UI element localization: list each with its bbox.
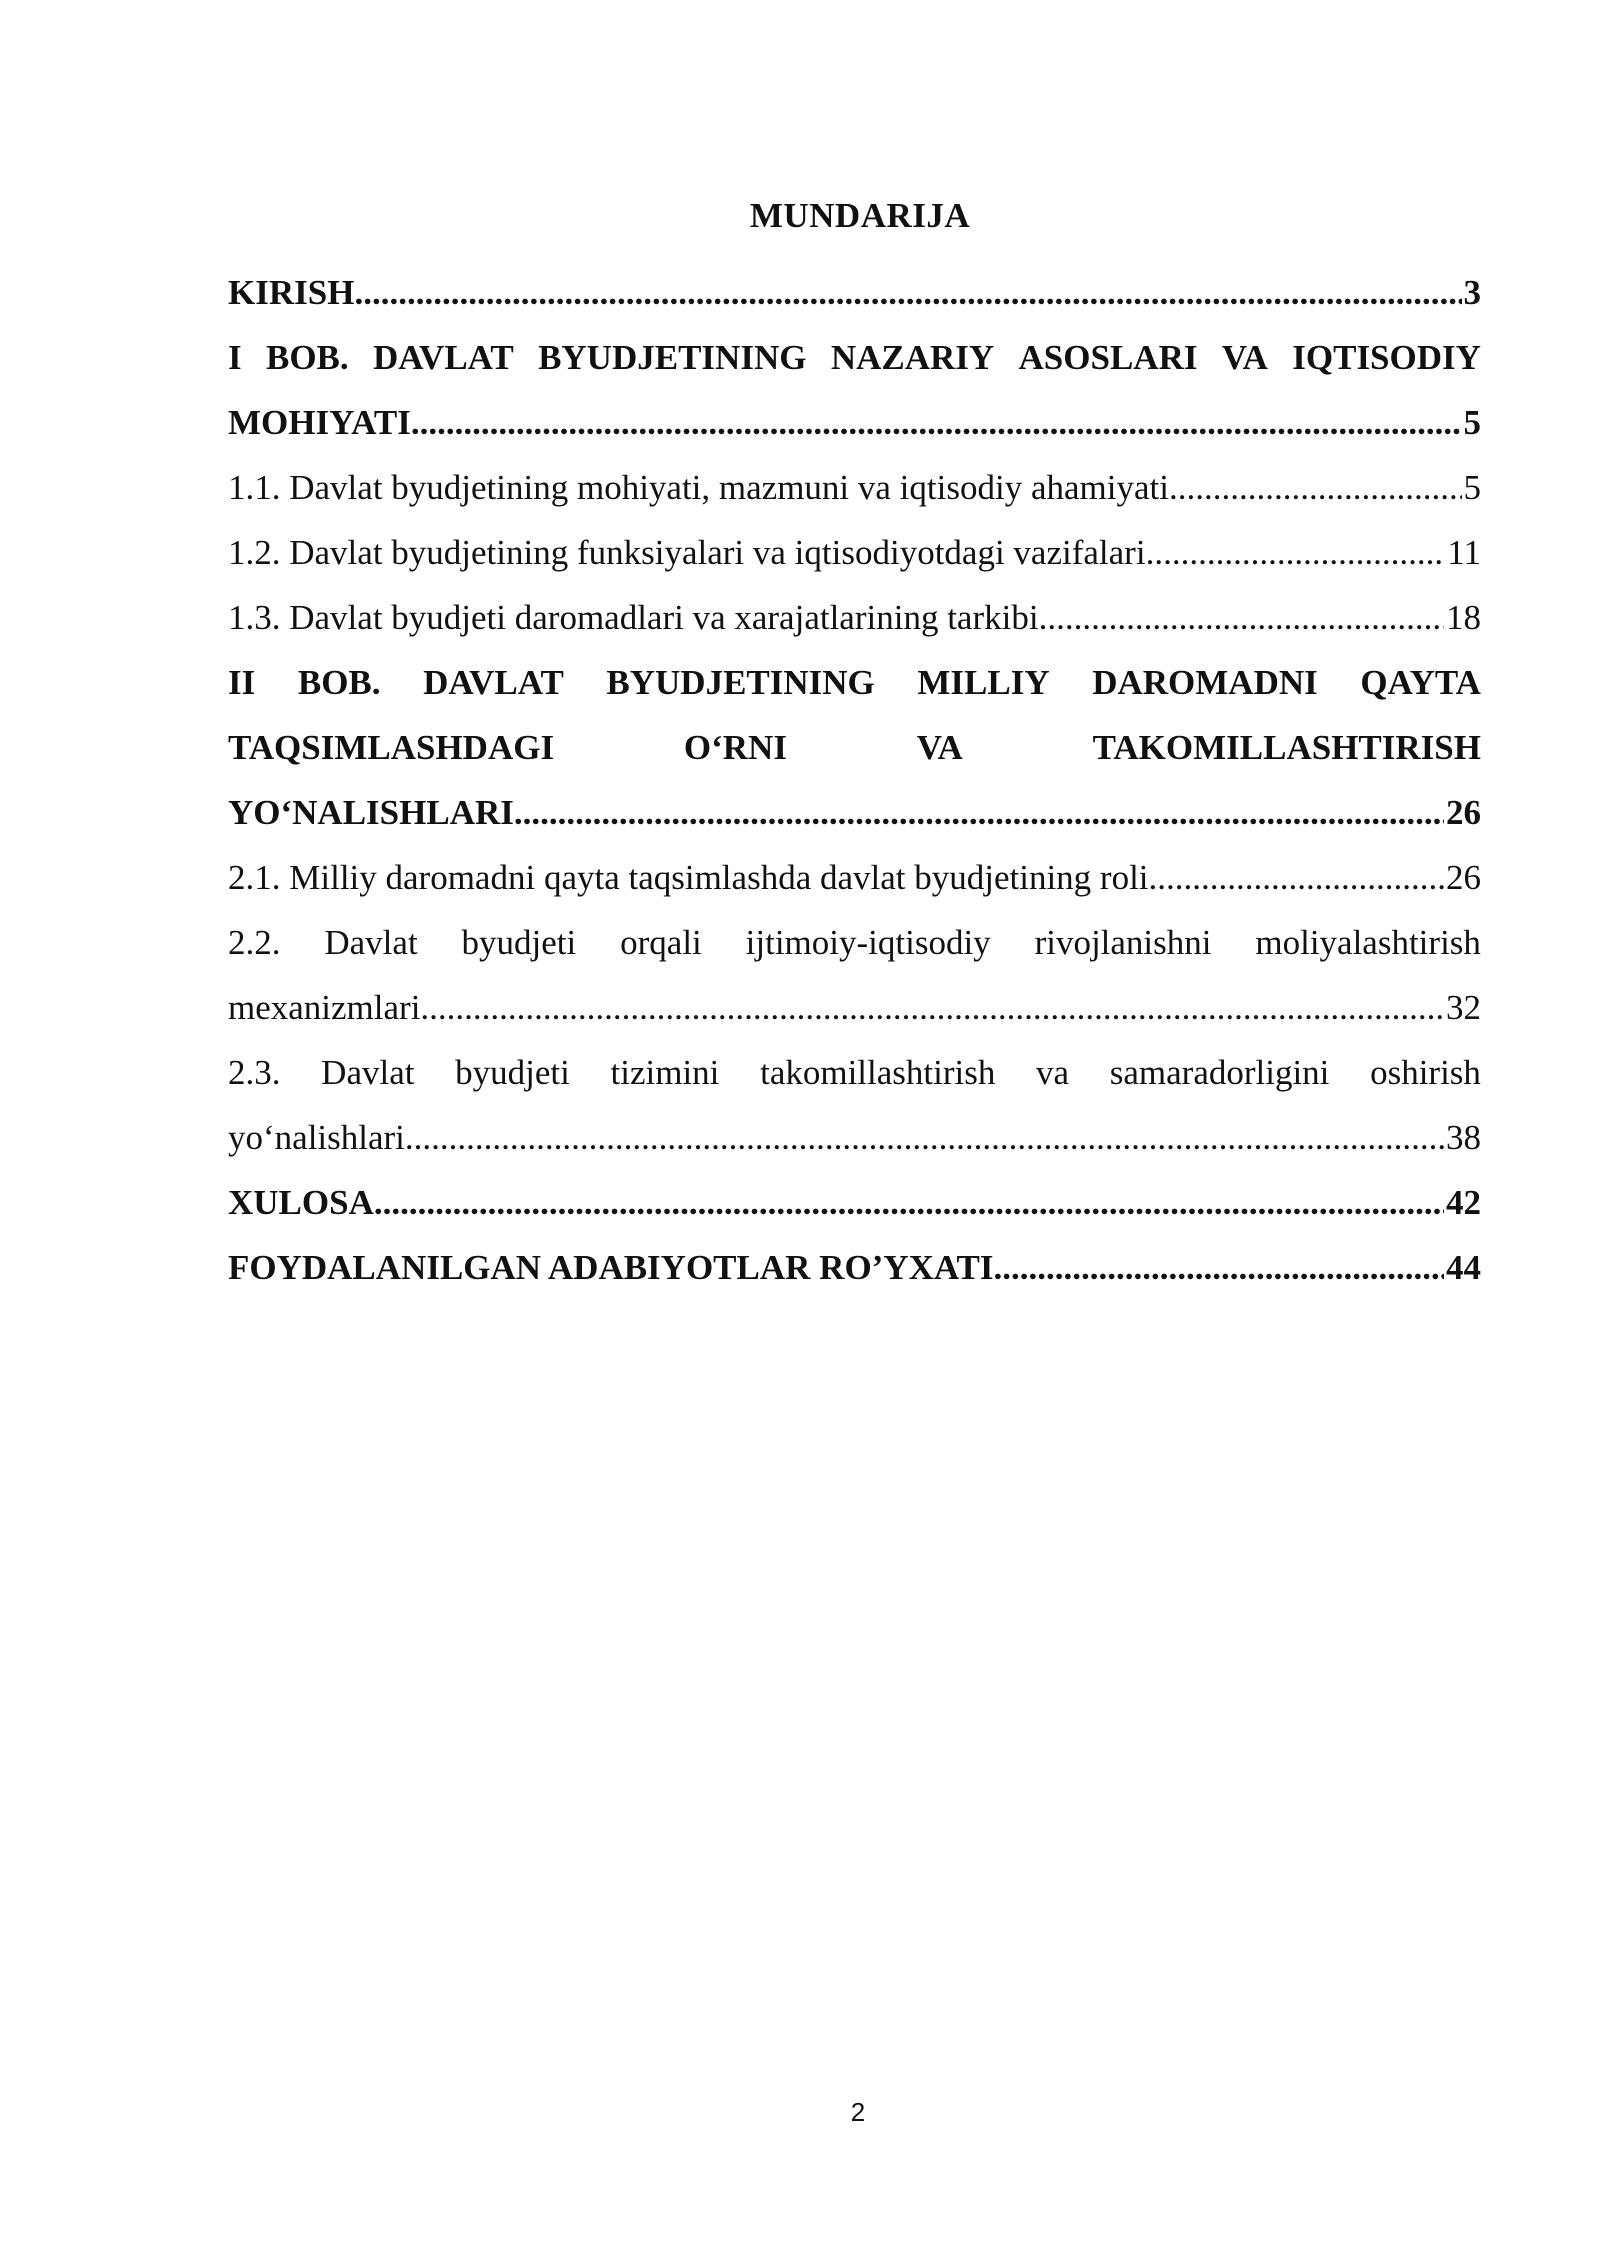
toc-word: ijtimoiy-iqtisodiy	[745, 923, 991, 962]
toc-entry-page: 5	[1463, 468, 1481, 507]
toc-word: DAVLAT	[373, 338, 514, 377]
toc-entry-title: YO‘NALISHLARI	[228, 793, 514, 832]
toc-entry-bob2-line1[interactable]	[228, 650, 1481, 715]
toc-word: tizimini	[610, 1053, 720, 1092]
toc-entry-page: 3	[1463, 273, 1481, 312]
toc-word: byudjeti	[461, 923, 577, 962]
toc-word: oshirish	[1370, 1053, 1481, 1092]
toc-word: BYUDJETINING	[606, 663, 875, 702]
toc-entry-xulosa[interactable]	[228, 1170, 1481, 1235]
table-of-contents	[228, 260, 1481, 1300]
toc-word: I	[228, 338, 242, 377]
toc-entry-page: 18	[1446, 598, 1481, 637]
toc-entry-title: yo‘nalishlari	[228, 1118, 405, 1157]
toc-word: BOB.	[265, 338, 349, 377]
toc-word: DAROMADNI	[1092, 663, 1318, 702]
toc-word: BYUDJETINING	[538, 338, 807, 377]
toc-word: Davlat	[324, 923, 418, 962]
toc-word: QAYTA	[1360, 663, 1481, 702]
dot-leader	[420, 975, 1444, 1040]
toc-entry-page: 11	[1447, 533, 1481, 572]
toc-word: BOB.	[297, 663, 381, 702]
toc-word: orqali	[620, 923, 702, 962]
toc-entry-page: 44	[1446, 1248, 1481, 1287]
toc-heading: MUNDARIJA	[749, 196, 971, 235]
toc-entry-bob2-line2[interactable]	[228, 715, 1481, 780]
toc-entry-title: KIRISH	[228, 273, 355, 312]
toc-entry-page: 26	[1446, 858, 1481, 897]
toc-entry-adabiyotlar[interactable]	[228, 1235, 1481, 1300]
toc-entry-bob1-line1[interactable]	[228, 325, 1481, 390]
page-number: 2	[850, 2097, 866, 2127]
toc-entry-1-2[interactable]	[228, 520, 1481, 585]
toc-entry-kirish[interactable]	[228, 260, 1481, 325]
toc-word: byudjeti	[455, 1053, 570, 1092]
toc-word: VA	[916, 728, 963, 767]
toc-word: TAQSIMLASHDAGI	[228, 728, 555, 767]
toc-word: Davlat	[321, 1053, 415, 1092]
toc-word: II	[228, 663, 256, 702]
dot-leader	[514, 780, 1444, 845]
dot-leader	[1146, 520, 1446, 585]
toc-entry-page: 42	[1446, 1183, 1481, 1222]
toc-entry-bob1-line2[interactable]	[228, 390, 1481, 455]
toc-word: rivojlanishni	[1034, 923, 1212, 962]
toc-entry-title: MOHIYATI	[228, 403, 411, 442]
toc-word: ASOSLARI	[1018, 338, 1198, 377]
toc-word: 2.2.	[228, 923, 281, 962]
dot-leader	[994, 1235, 1444, 1300]
dot-leader	[1149, 845, 1444, 910]
dot-leader	[354, 260, 1461, 325]
toc-entry-1-3[interactable]	[228, 585, 1481, 650]
toc-entry-2-2-line1[interactable]	[228, 910, 1481, 975]
toc-entry-2-3-line2[interactable]	[228, 1105, 1481, 1170]
toc-word: takomillashtirish	[760, 1053, 996, 1092]
toc-word: MILLIY	[917, 663, 1050, 702]
toc-entry-bob2-line3[interactable]	[228, 780, 1481, 845]
toc-entry-title: XULOSA	[228, 1183, 374, 1222]
dot-leader	[411, 390, 1462, 455]
toc-word: moliyalashtirish	[1255, 923, 1481, 962]
toc-entry-1-1[interactable]	[228, 455, 1481, 520]
toc-entry-2-3-line1[interactable]	[228, 1040, 1481, 1105]
toc-word: VA	[1221, 338, 1268, 377]
toc-word: IQTISODIY	[1292, 338, 1481, 377]
toc-entry-title: 1.2. Davlat byudjetining funksiyalari va iqtisodiyotdagi vazifalari	[228, 533, 1146, 572]
toc-entry-2-2-line2[interactable]	[228, 975, 1481, 1040]
toc-word: NAZARIY	[830, 338, 995, 377]
toc-entry-title: 2.1. Milliy daromadni qayta taqsimlashda davlat byudjetining roli	[228, 858, 1149, 897]
toc-word: O‘RNI	[683, 728, 787, 767]
dot-leader	[405, 1105, 1444, 1170]
toc-entry-title: FOYDALANILGAN ADABIYOTLAR RO’YXATI	[228, 1248, 994, 1287]
toc-word: va	[1036, 1053, 1070, 1092]
toc-word: samaradorligini	[1109, 1053, 1330, 1092]
toc-entry-page: 26	[1446, 793, 1481, 832]
dot-leader	[1169, 455, 1462, 520]
toc-entry-title: 1.1. Davlat byudjetining mohiyati, mazmuni va iqtisodiy ahamiyati	[228, 468, 1169, 507]
toc-entry-title: 1.3. Davlat byudjeti daromadlari va xarajatlarining tarkibi	[228, 598, 1039, 637]
toc-entry-2-1[interactable]	[228, 845, 1481, 910]
toc-entry-page: 5	[1463, 403, 1481, 442]
toc-entry-title: mexanizmlari	[228, 988, 421, 1027]
toc-word: TAKOMILLASHTIRISH	[1092, 728, 1481, 767]
toc-word: DAVLAT	[423, 663, 564, 702]
toc-word: 2.3.	[228, 1053, 281, 1092]
dot-leader	[1039, 585, 1444, 650]
toc-entry-page: 32	[1446, 988, 1481, 1027]
dot-leader	[374, 1170, 1444, 1235]
toc-entry-page: 38	[1446, 1118, 1481, 1157]
